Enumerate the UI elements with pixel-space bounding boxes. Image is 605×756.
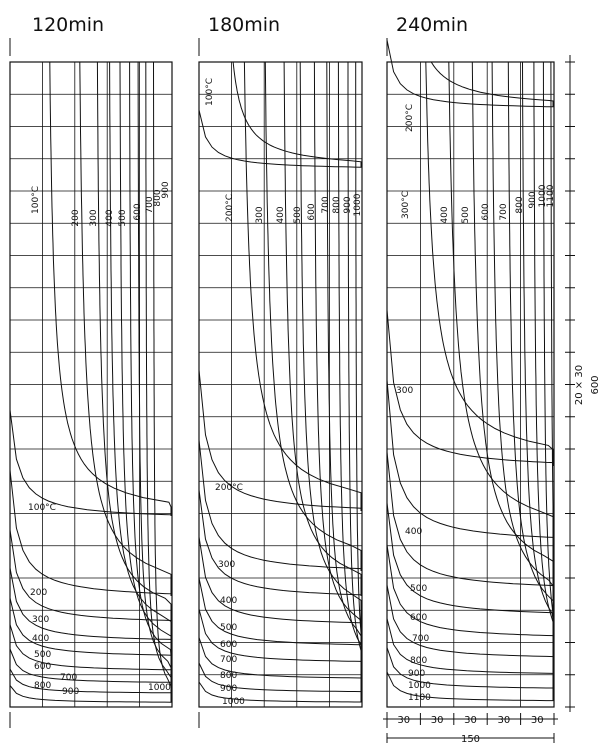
top-isotherm-label: 800 (153, 189, 163, 207)
width-segment-label: 30 (497, 715, 511, 726)
curves-panel-2 (199, 62, 361, 702)
bottom-isotherm-label: 600 (410, 613, 428, 623)
top-isotherm-label: 700 (145, 196, 155, 214)
bottom-isotherm-label: 200°C (215, 483, 243, 493)
bottom-isotherm-label: 600 (220, 640, 238, 650)
top-isotherm-label: 1000 (353, 193, 363, 217)
bottom-isotherm-label: 700 (220, 655, 238, 665)
bottom-isotherm-label: 500 (410, 584, 428, 594)
top-isotherm-label: 400 (440, 206, 450, 224)
top-isotherm-label: 800 (515, 196, 525, 214)
grid-panel-3 (387, 38, 554, 728)
top-isotherm-label: 300°C (401, 191, 411, 219)
isotherm-3 (199, 62, 361, 571)
bottom-isotherm-label: 800 (220, 671, 238, 681)
curves-panel-3 (387, 40, 553, 701)
bottom-isotherm-label: 100°C (28, 503, 56, 513)
grids (10, 38, 554, 728)
isotherm-7 (387, 62, 553, 657)
isotherm-8 (387, 62, 553, 673)
height-total-label: 600 (590, 375, 601, 395)
isotherm-curves (10, 40, 553, 702)
width-segment-label: 30 (464, 715, 477, 726)
bottom-isotherm-label: 900 (220, 684, 238, 694)
panel-title-120min: 120min (32, 14, 105, 36)
bottom-isotherm-label: 800 (410, 656, 428, 666)
bottom-isotherm-label: 400 (32, 634, 50, 644)
top-isotherm-label: 1000 (538, 184, 548, 208)
isotherm-7 (199, 62, 361, 661)
width-segment-label: 30 (430, 715, 444, 726)
top-isotherm-label: 500 (293, 206, 303, 224)
top-isotherm-label: 700 (321, 196, 331, 214)
top-isotherm-label: 1100 (546, 184, 556, 208)
panel-title-180min: 180min (208, 14, 281, 36)
bottom-isotherm-label: 1000 (222, 697, 245, 707)
isotherm-10 (199, 62, 361, 702)
bottom-isotherm-label: 1100 (408, 693, 431, 703)
top-isotherm-label: 200°C (225, 194, 235, 222)
bottom-isotherm-label: 600 (34, 662, 52, 672)
top-isotherm-label: 100°C (205, 78, 215, 106)
top-isotherm-label: 800 (332, 196, 342, 214)
isotherm-8 (10, 62, 171, 693)
top-isotherm-label: 400 (276, 206, 286, 224)
top-isotherm-label: 200°C (405, 104, 415, 132)
bottom-isotherm-label: 400 (220, 596, 238, 606)
top-isotherm-label: 600 (307, 203, 317, 221)
bottom-isotherm-label: 300 (396, 386, 414, 396)
isotherm-10 (387, 62, 553, 701)
width-dimension (383, 713, 558, 745)
top-isotherm-label: 900 (528, 191, 538, 209)
isotherm-6 (387, 62, 553, 636)
height-dimension-label: 20 × 30 (574, 364, 585, 406)
top-isotherm-label: 600 (481, 203, 491, 221)
panel-title-240min: 240min (396, 14, 469, 36)
isotherm-1 (387, 40, 553, 107)
top-isotherm-label: 100°C (31, 186, 41, 214)
labels-panel-2 (205, 78, 363, 707)
isotherm-8 (199, 62, 361, 678)
bottom-isotherm-label: 400 (405, 527, 423, 537)
isotherm-2 (199, 62, 361, 511)
top-isotherm-label: 200 (71, 209, 81, 227)
bottom-isotherm-label: 300 (32, 615, 50, 625)
top-isotherm-label: 400 (105, 209, 115, 227)
top-isotherm-label: 500 (461, 206, 471, 224)
top-isotherm-label: 600 (133, 203, 143, 221)
bottom-isotherm-label: 700 (60, 673, 78, 683)
bottom-isotherm-label: 700 (412, 634, 430, 644)
isotherm-5 (199, 62, 361, 623)
bottom-isotherm-label: 900 (62, 687, 80, 697)
bottom-isotherm-label: 800 (34, 681, 52, 691)
isotherm-4 (387, 62, 553, 588)
top-isotherm-label: 700 (499, 203, 509, 221)
bottom-isotherm-label: 900 (408, 669, 426, 679)
bottom-isotherm-label: 300 (218, 560, 236, 570)
bottom-isotherm-label: 1000 (148, 683, 171, 693)
top-isotherm-label: 900 (161, 181, 171, 199)
top-isotherm-label: 300 (255, 206, 265, 224)
width-total-label: 150 (460, 734, 481, 745)
height-dimension (565, 55, 601, 712)
top-isotherm-label: 300 (89, 209, 99, 227)
width-segment-label: 30 (530, 715, 544, 726)
isotherm-1 (199, 62, 361, 167)
curves-panel-1 (10, 62, 171, 702)
isotherm-4 (199, 62, 361, 596)
isotherm-9 (387, 62, 553, 688)
bottom-isotherm-label: 1000 (408, 681, 431, 691)
bottom-isotherm-label: 200 (30, 588, 48, 598)
top-isotherm-label: 900 (343, 196, 353, 214)
top-isotherm-label: 500 (118, 209, 128, 227)
width-segment-label: 30 (397, 715, 411, 726)
bottom-isotherm-label: 500 (34, 650, 52, 660)
bottom-isotherm-label: 500 (220, 623, 238, 633)
